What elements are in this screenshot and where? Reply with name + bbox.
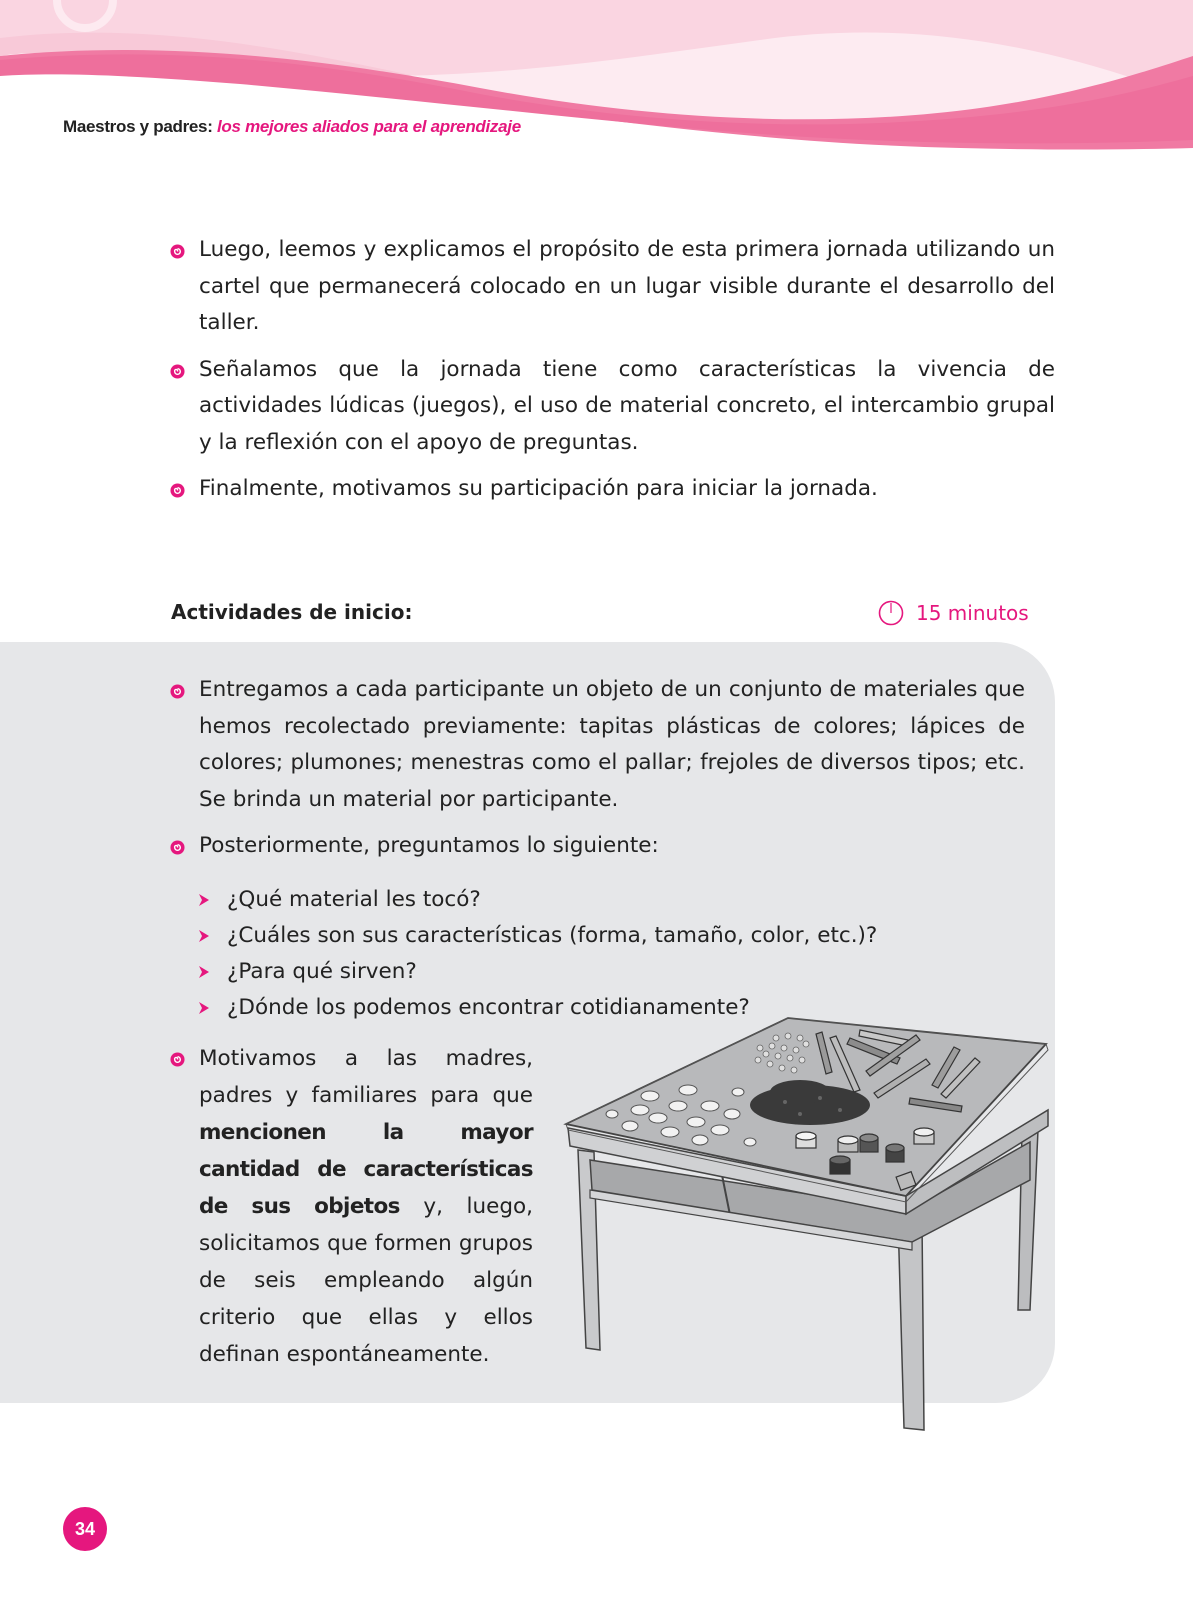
running-head-prefix: Maestros y padres:	[63, 117, 217, 136]
pink-swirl-bullet-icon	[170, 483, 185, 498]
intro-bullet-list	[170, 232, 1055, 518]
pink-swirl-bullet-icon	[170, 1052, 185, 1067]
question-item	[198, 882, 877, 918]
closing-bullet-list	[170, 1040, 533, 1373]
page-number: 34	[63, 1507, 107, 1551]
bullet-text: Señalamos que la jornada tiene como características la vivencia de actividades lúdicas (juegos), el uso de material concreto, el intercambio grupal y la reflexión con el apoyo de preguntas.	[199, 356, 1055, 455]
bullet-text-bold: mencionen la mayor cantidad de características de sus objetos	[199, 1120, 533, 1219]
running-head	[63, 117, 521, 137]
list-item	[170, 352, 1055, 462]
question-text: ¿Qué material les tocó?	[227, 887, 481, 912]
pink-swirl-bullet-icon	[170, 684, 185, 699]
question-text: ¿Dónde los podemos encontrar cotidianamente?	[227, 995, 750, 1020]
pink-swirl-bullet-icon	[170, 840, 185, 855]
activity-bullet-list	[170, 672, 1025, 875]
bullet-text: Finalmente, motivamos su participación para iniciar la jornada.	[199, 476, 878, 501]
question-list	[198, 882, 877, 1026]
question-text: ¿Para qué sirven?	[227, 959, 417, 984]
bullet-text: Luego, leemos y explicamos el propósito de esta primera jornada utilizando un cartel que permanecerá colocado en un lugar visible durante el desarrollo del taller.	[199, 237, 1055, 335]
list-item	[170, 1040, 533, 1373]
list-item	[170, 471, 1055, 508]
question-item	[198, 954, 877, 990]
list-item	[170, 232, 1055, 342]
running-head-accent: los mejores aliados para el aprendizaje	[216, 117, 521, 136]
bullet-text: Posteriormente, preguntamos lo siguiente:	[199, 833, 659, 858]
pink-swirl-bullet-icon	[170, 244, 185, 259]
bullet-text-part1: Motivamos a las madres, padres y familiares para que	[199, 1046, 533, 1108]
pink-chevron-icon	[198, 965, 210, 979]
list-item	[170, 828, 1025, 865]
question-text: ¿Cuáles son sus características (forma, tamaño, color, etc.)?	[227, 923, 878, 948]
table-with-materials-illustration	[560, 1010, 1080, 1450]
pink-chevron-icon	[198, 1001, 210, 1015]
pink-swirl-bullet-icon	[170, 364, 185, 379]
duration-indicator	[878, 599, 1029, 627]
duration-text: 15 minutos	[916, 601, 1029, 625]
bullet-text-part2: y, luego, solicitamos que formen grupos de seis empleando algún criterio que ellas y ellos definan espontáneamente.	[199, 1194, 533, 1367]
question-item	[198, 918, 877, 954]
pink-chevron-icon	[198, 929, 210, 943]
pink-chevron-icon	[198, 893, 210, 907]
clock-icon	[878, 600, 904, 626]
bullet-text: Entregamos a cada participante un objeto de un conjunto de materiales que hemos recolectado previamente: tapitas plásticas de colores; lápices de colores; plumones; menestras como el pallar; frejoles de diversos tipos; etc. Se brinda un material por participante.	[199, 677, 1025, 812]
section-title: Actividades de inicio:	[171, 600, 413, 624]
list-item	[170, 672, 1025, 818]
